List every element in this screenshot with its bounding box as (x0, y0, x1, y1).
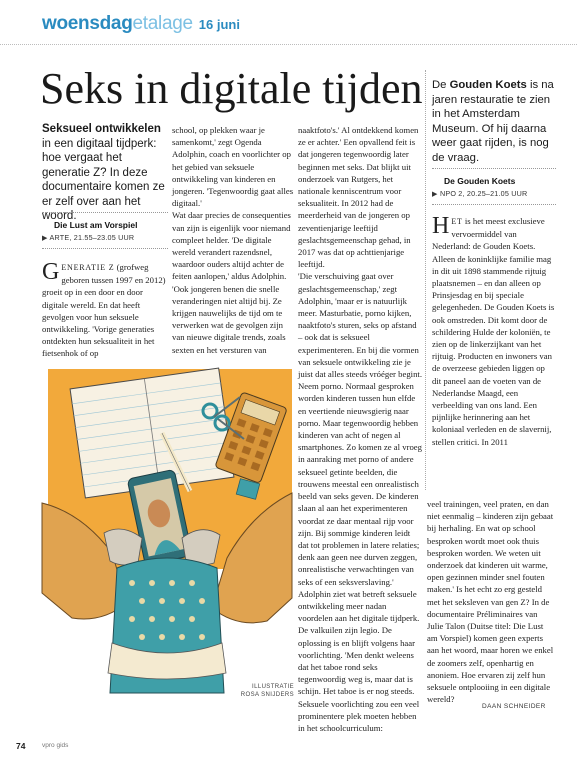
sidebar-program-time (432, 189, 527, 198)
program-rule (42, 212, 168, 213)
section-subname: etalage (132, 13, 193, 34)
lead-bold: Seksueel ontwikkelen (42, 123, 161, 135)
program-time (42, 233, 134, 242)
sidebar-text (432, 215, 556, 448)
program-rule-bottom (42, 248, 168, 249)
col4-text: veel trainingen, veel praten, en dan niet eenmalig – kinderen zijn gebaat bij herhaling. En wat op school besproken wordt moet ook thuis besproken worden. We weten uit onderzoek dat kinderen uit warme, open gezinnen minder snel fouten maken.' Is het echt zo erg gesteld met het seksleven van gen Z? In de documentaire Préliminaires van Julie Talon (Duitse titel: Die Lust am Vorspiel) komen geen experts aan het woord, maar horen we enkel de zoomers zelf, openhartig en anoniem. Hoe ervaren zij zelf hun seksuele ontplooiing in een digitale wereld? (427, 499, 554, 705)
article-headline: Seks in digitale tijden (40, 64, 423, 113)
article-col1 (42, 261, 168, 360)
opening-words: ENERATIE Z (61, 263, 115, 272)
section-date: 16 juni (198, 17, 240, 32)
page-number: 74 (16, 741, 26, 751)
sidebar-opening: ET (451, 217, 463, 226)
section-name: woensdag (42, 13, 133, 34)
sidebar-body: is het meest exclusieve vervoermiddel van Nederland: de Gouden Koets. Alleen de koninklijke familie mag in dit uit 1898 stammende rijtuig plaatsnemen – en dan alleen op Prinsjesdag en bij speciale gelegenheden. De Gouden Koets is ook omstreden. Dit komt door de schildering Hulde der koloniën, te zien op de linkerzijkant van het rijtuig. Producten en inwoners van de overzeese gebieden liggen op dit paneel aan de voeten van de Nederlandse Maagd, een verbeelding van ons land. Een pijnlijke herinnering aan het koloniaal verleden en de slavernij, stellen critici. In 2011 (432, 216, 555, 447)
sidebar-rule-bottom (432, 204, 556, 205)
col2-para: school, op plekken waar je samenkomt,' zegt Ogenda Adolphin, coach en voorlichter op het gebied van seksuele ontwikkeling van kinderen en jongeren. 'Tegenwoordig gaat alles digitaal.' (172, 125, 294, 209)
play-arrow-icon: ▶ (432, 189, 438, 198)
author-signature: DAAN SCHNEIDER (482, 703, 546, 710)
left-hand (104, 529, 142, 565)
sidebar-program-title: De Gouden Koets (444, 176, 516, 186)
illustration-credit (236, 683, 294, 699)
sidebar-intro (432, 78, 554, 166)
article-lead (42, 122, 166, 224)
col3-para: 'Die verschuiving gaat over geslachtsgemeenschap,' zegt Adolphin, 'maar er is natuurlijk meer. Masturbatie, porno kijken, naaktfoto's sturen, seks op afstand – ook dat is seksueel experimenteren. En bij die vormen van seksuele ontwikkeling zie je juist dat alles steeds vróéger begint. Neem porno. Normaal gesproken worden kinderen tussen hun elfde en veertiende nieuwsgierig naar porno. Maar tegenwoordig hebben kinderen van acht of negen al smartphones. Zo komen ze al vroeg in aanraking met porno of andere seksueel getinte beelden, die trouwens meestal een onrealistisch beeld van seks geven. De kinderen slaan al aan het experimenteren voordat ze daar mentaal rijp voor zijn. Bij sommige kinderen leidt dat tot problemen in latere relaties; denk aan geen nee durven zeggen, onrealistische verwachtingen van seks of een seksverslaving.' (298, 271, 423, 587)
sidebar-intro-bold: Gouden Koets (449, 79, 527, 91)
illustration-art (42, 363, 292, 693)
sidebar-rule (432, 168, 556, 169)
illustration (42, 363, 292, 693)
dropcap: G (42, 259, 60, 285)
article-col3 (298, 124, 423, 733)
sidebar-dropcap: H (432, 213, 450, 239)
article-col4 (427, 498, 555, 705)
play-arrow-icon: ▶ (42, 233, 48, 242)
col2-para: Wat daar precies de consequenties van zijn is eigenlijk voor niemand compleet helder. 'De digitale wereld verandert razendsnel, waardoor ouders altijd achter de feiten aanlopen,' aldus Adolphin. 'Ook jongeren benen die snelle veranderingen niet altijd bij. Ze krijgen nauwelijks de tijd om te verwerken wat de gevolgen zijn van nieuwe digitale trends, zoals sexten en het versturen van (172, 210, 291, 355)
credit-line2: ROSA SNIJDERS (240, 692, 294, 698)
program-time-text: ARTE, 21.55–23.05 UUR (49, 233, 135, 242)
lead-text: in een digitaal tijdperk: hoe vergaat het generatie Z? In deze documentaire komen ze er zelf over aan het woord. (42, 137, 165, 222)
magazine-logo: vpro gids (42, 742, 69, 749)
sidebar-intro-a: De (432, 79, 447, 91)
article-col2 (172, 124, 296, 356)
col3-para: Adolphin ziet wat betreft seksuele ontwikkeling meer nadan voordelen aan het digitale tijdperk. De valkuilen zijn legio. De oplossing is en blijft volgens haar voorlichting. 'Men denkt weleens dat het taboe rond seks tegenwoordig weg is, maar dat is schijn. Het taboe is er nog steeds. Seksuele voorlichting zou een veel prominentere plek moeten hebben in het schoolcurriculum: (298, 588, 420, 733)
credit-line1: ILLUSTRATIE (252, 684, 294, 690)
header-divider (0, 44, 577, 45)
section-header (42, 13, 240, 35)
program-title: Die Lust am Vorspiel (54, 220, 138, 230)
sidebar-program-time-text: NPO 2, 20.25–21.05 UUR (439, 189, 528, 198)
sidebar-intro-b: is na jaren restauratie te zien in het Amsterdam Museum. Of hij daarna weer gaat rijden, is nog de vraag. (432, 79, 554, 164)
sidebar-divider (425, 70, 427, 490)
col1-text: (grofweg geboren tussen 1997 en 2012) groeit op in een door en door digitale wereld. En dat heeft gevolgen voor hun seksuele ontwikkeling. 'Vorige generaties ontdekten hun seksualiteit in het fietsenhok of op (42, 262, 166, 359)
col3-para: naaktfoto's.' Al ontdekkend komen ze er achter.' Een opvallend feit is dat jongeren tegenwoordig later beginnen met seks. Dat blijkt uit onderzoek van Rutgers, het nationale kenniscentrum voor seksualiteit. In 2012 had de meerderheid van de jongeren op zeventienjarige leeftijd geslachtsgemeenschap gehad, in 2017 was dat op achttienjarige leeftijd. (298, 125, 419, 270)
